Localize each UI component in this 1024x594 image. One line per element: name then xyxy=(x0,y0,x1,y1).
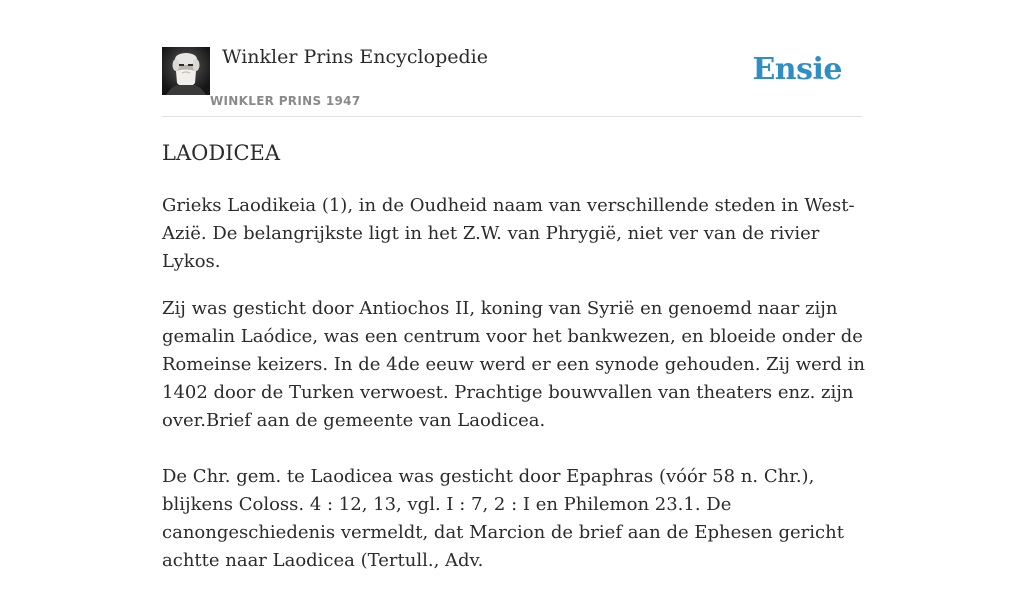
bearded-man-portrait-icon xyxy=(162,47,210,95)
article-paragraph: Grieks Laodikeia (1), in de Oudheid naam van verschillende steden in West-Azië. De belangrijkste ligt in het Z.W. van Phrygië, niet ver van de rivier Lykos. xyxy=(162,195,855,272)
ensie-logo[interactable]: Ensie xyxy=(752,52,842,87)
edition-label: WINKLER PRINS 1947 xyxy=(210,94,361,108)
article-title: LAODICEA xyxy=(162,141,281,165)
avatar[interactable] xyxy=(162,47,210,95)
site-header xyxy=(162,0,862,117)
article-body xyxy=(162,192,867,594)
page-container xyxy=(162,0,865,571)
article-paragraph: Zij was gesticht door Antiochos II, koning van Syrië en genoemd naar zijn gemalin Laódice, was een centrum voor het bankwezen, en bloeide onder de Romeinse keizers. In de 4de eeuw werd er een synode gehouden. Zij werd in 1402 door de Turken verwoest. Prachtige bouwvallen van theaters enz. zijn over.Brief aan de gemeente van Laodicea. xyxy=(162,298,865,431)
site-title[interactable]: Winkler Prins Encyclopedie xyxy=(222,46,488,68)
article-paragraph: De Chr. gem. te Laodicea was gesticht door Epaphras (vóór 58 n. Chr.), blijkens Coloss. 4 : 12, 13, vgl. I : 7, 2 : I en Philemon 23.1. De canongeschiedenis vermeldt, dat Marcion de brief aan de Ephesen gericht achtte naar Laodicea (Tertull., Adv. xyxy=(162,466,844,571)
